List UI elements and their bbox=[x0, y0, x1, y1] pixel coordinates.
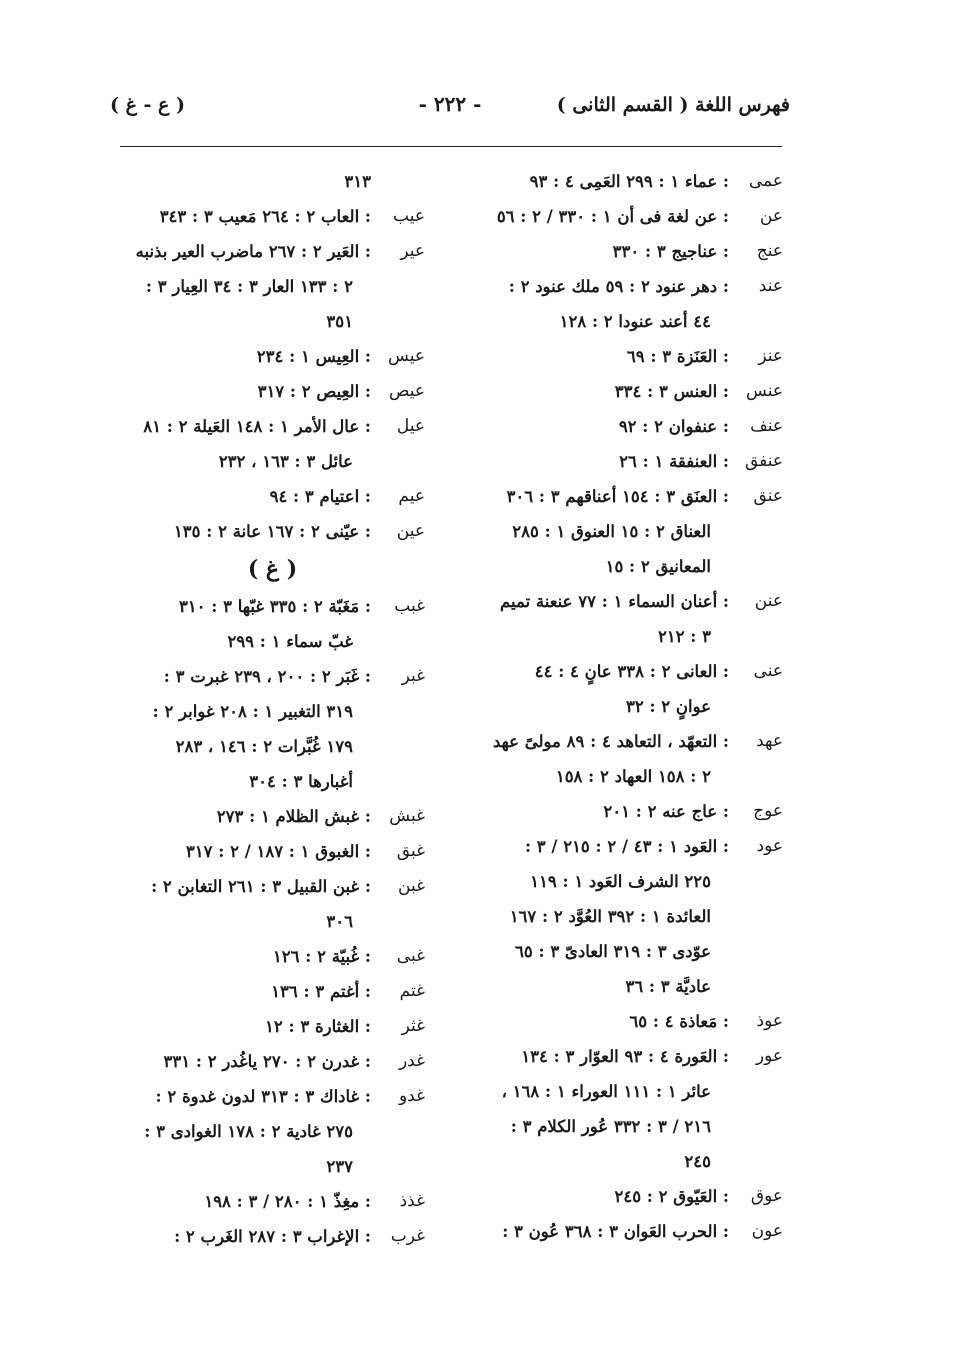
entry-references bbox=[120, 339, 371, 374]
entry-root: عيب bbox=[393, 206, 425, 226]
reference-line: : العنَق ٣ : ١٥٤ أعناقهم ٣ : ٣٠٦ bbox=[506, 487, 729, 506]
reference-line: : أغتم ٣ : ١٣٦ bbox=[271, 982, 371, 1001]
section-heading: ( غ ) bbox=[247, 556, 298, 582]
entry-references bbox=[120, 589, 371, 659]
index-entry bbox=[478, 444, 783, 479]
reference-line: : غَبَر ٢ : ٢٠٠ ، ٢٣٩ غبرت ٣ : bbox=[163, 667, 371, 686]
index-entry bbox=[120, 164, 425, 199]
reference-line: ٢ : ١٣٣ العار ٣ : ٣٤ العِيار ٣ : bbox=[145, 277, 353, 296]
entry-references bbox=[120, 834, 371, 869]
entry-references bbox=[120, 409, 371, 479]
index-entry bbox=[120, 869, 425, 939]
entry-references bbox=[120, 799, 371, 834]
index-entry bbox=[478, 829, 783, 1004]
reference-line: ٢٧٥ غادية ٢ : ١٧٨ الغوادى ٣ : bbox=[144, 1122, 353, 1141]
reference-line: : غُبيّة ٢ : ١٢٦ bbox=[272, 947, 371, 966]
index-entry bbox=[478, 654, 783, 724]
reference-line: العناق ٢ : ١٥ العنوق ١ : ٢٨٥ bbox=[512, 522, 711, 541]
index-entry bbox=[478, 234, 783, 269]
index-entry bbox=[120, 974, 425, 1009]
entry-root: عين bbox=[396, 521, 425, 541]
reference-line: المعانيق ٢ : ١٥ bbox=[605, 557, 711, 576]
entry-references bbox=[120, 1079, 371, 1184]
reference-line: : اعتيام ٣ : ٩٤ bbox=[269, 487, 371, 506]
entry-references bbox=[120, 1219, 371, 1254]
entry-root: عوذ bbox=[756, 1011, 783, 1031]
reference-line: : الحرب العَوان ٣ : ٣٦٨ عُون ٣ : bbox=[502, 1222, 729, 1241]
reference-line: : غبن القبيل ٣ : ٢٦١ التغابن ٢ : bbox=[151, 877, 371, 896]
reference-line: : عاج عنه ٢ : ٢٠١ bbox=[603, 802, 729, 821]
reference-line: : العانى ٢ : ٣٣٨ عانٍ ٤ : ٤٤ bbox=[534, 662, 729, 681]
entry-root: غرب bbox=[390, 1226, 425, 1246]
reference-line: : العِيس ١ : ٢٣٤ bbox=[256, 347, 371, 366]
index-entry bbox=[120, 514, 425, 549]
reference-line: : غبش الظلام ١ : ٢٧٣ bbox=[216, 807, 371, 826]
reference-line: : الغبوق ١ : ١٨٧ / ٢ : ٣١٧ bbox=[185, 842, 371, 861]
index-entry bbox=[478, 1039, 783, 1179]
reference-line: : التعهّد ، التعاهد ٤ : ٨٩ مولىً عهد bbox=[492, 732, 729, 751]
entry-root: غدر bbox=[398, 1051, 425, 1071]
left-column bbox=[120, 164, 425, 1254]
index-entry bbox=[120, 1184, 425, 1219]
reference-line: : العَير ٢ : ٢٦٧ ماضرب العير بذنبه bbox=[135, 242, 371, 261]
entry-references bbox=[478, 724, 729, 794]
entry-root: عيص bbox=[388, 381, 425, 401]
entry-root: عيس bbox=[388, 346, 425, 366]
entry-root: عيم bbox=[398, 486, 425, 506]
reference-line: ٢١٦ / ٣ : ٣٣٢ عُور الكلام ٣ : bbox=[510, 1117, 711, 1136]
entry-references bbox=[478, 654, 729, 724]
entry-references bbox=[478, 339, 729, 374]
entry-root: عنف bbox=[750, 416, 783, 436]
reference-line: : مَعاذة ٤ : ٦٥ bbox=[629, 1012, 729, 1031]
entry-references bbox=[120, 199, 371, 234]
reference-line: : العَيّوق ٢ : ٢٤٥ bbox=[614, 1187, 729, 1206]
index-entry bbox=[478, 409, 783, 444]
reference-line: : العِيص ٢ : ٣١٧ bbox=[257, 382, 371, 401]
reference-line: : عيّنى ٢ : ١٦٧ عانة ٢ : ١٣٥ bbox=[173, 522, 371, 541]
index-entry bbox=[478, 1004, 783, 1039]
reference-line: العائدة ١ : ٣٩٢ العُوَّد ٢ : ١٦٧ bbox=[509, 907, 711, 926]
entry-root: عهد bbox=[756, 731, 783, 751]
entry-references bbox=[478, 479, 729, 584]
reference-line: ٣٠٦ bbox=[326, 912, 353, 931]
entry-references bbox=[120, 1009, 371, 1044]
index-entry bbox=[120, 1219, 425, 1254]
reference-line: أغبارها ٣ : ٣٠٤ bbox=[249, 772, 353, 791]
index-entry bbox=[478, 1179, 783, 1214]
entry-root: غبب bbox=[394, 596, 425, 616]
entry-root: غذذ bbox=[399, 1191, 425, 1211]
reference-line: : الغثارة ٣ : ١٢ bbox=[265, 1017, 371, 1036]
entry-references bbox=[120, 1044, 371, 1079]
reference-line: عوّدى ٣ : ٣١٩ العادىّ ٣ : ٦٥ bbox=[514, 942, 711, 961]
reference-line: ٢٤٥ bbox=[684, 1152, 711, 1171]
reference-line: ٤٤ أعند عنودا ٢ : ١٢٨ bbox=[559, 312, 711, 331]
reference-line: : مَغَبّة ٢ : ٣٣٥ غبّها ٣ : ٣١٠ bbox=[178, 597, 371, 616]
reference-line: : العنفقة ١ : ٢٦ bbox=[619, 452, 729, 471]
entry-references bbox=[478, 1004, 729, 1039]
index-entry bbox=[120, 834, 425, 869]
reference-line: : العَورة ٤ : ٩٣ العوّار ٣ : ١٣٤ bbox=[521, 1047, 729, 1066]
index-entry bbox=[120, 199, 425, 234]
reference-line: : عن لغة فى أن ١ : ٣٣٠ / ٢ : ٥٦ bbox=[496, 207, 729, 226]
entry-references bbox=[120, 974, 371, 1009]
reference-line: ٣١٩ التغبير ١ : ٢٠٨ غوابر ٢ : bbox=[152, 702, 353, 721]
entry-references bbox=[120, 514, 371, 549]
entry-references bbox=[120, 939, 371, 974]
reference-line: : العَود ١ : ٤٣ / ٢ : ٢١٥ / ٣ : bbox=[524, 837, 729, 856]
entry-references bbox=[478, 1179, 729, 1214]
entry-root: غثر bbox=[401, 1016, 425, 1036]
index-entry bbox=[120, 409, 425, 479]
entry-references bbox=[120, 234, 371, 339]
entry-root: غبى bbox=[396, 946, 425, 966]
index-entry bbox=[120, 589, 425, 659]
entry-root: غبن bbox=[398, 876, 425, 896]
reference-line: : عماء ١ : ٢٩٩ العَمِى ٤ : ٩٣ bbox=[529, 172, 729, 191]
entry-references bbox=[120, 1184, 371, 1219]
index-entry bbox=[478, 199, 783, 234]
entry-root: عند bbox=[758, 276, 783, 296]
index-entry bbox=[120, 479, 425, 514]
page-number: - ٢٢٢ - bbox=[418, 92, 482, 116]
index-entry bbox=[120, 659, 425, 799]
reference-line: : العاب ٢ : ٢٦٤ مَعيب ٣ : ٣٤٣ bbox=[159, 207, 371, 226]
page-header bbox=[110, 88, 790, 128]
reference-line: ٣٥١ bbox=[326, 312, 353, 331]
entry-root: غبش bbox=[389, 806, 425, 826]
letter-range: ( ع - غ ) bbox=[110, 94, 185, 116]
entry-references bbox=[478, 409, 729, 444]
reference-line: : العنس ٣ : ٣٣٤ bbox=[614, 382, 729, 401]
entry-root: عنز bbox=[758, 346, 783, 366]
entry-references bbox=[478, 164, 729, 199]
reference-line: ٢٣٧ bbox=[326, 1157, 353, 1176]
entry-references bbox=[478, 444, 729, 479]
reference-line: : عناجيج ٣ : ٣٣٠ bbox=[612, 242, 729, 261]
reference-line: : غاداك ٣ : ٣١٣ لدون غدوة ٢ : bbox=[155, 1087, 371, 1106]
index-entry bbox=[478, 164, 783, 199]
index-entry bbox=[120, 339, 425, 374]
index-entry bbox=[120, 939, 425, 974]
reference-line: ١٧٩ غُبَّرات ٢ : ١٤٦ ، ٢٨٣ bbox=[175, 737, 353, 756]
entry-root: عمى bbox=[748, 171, 783, 191]
entry-root: عنفق bbox=[744, 451, 783, 471]
index-entry bbox=[478, 1214, 783, 1249]
entry-references bbox=[478, 269, 729, 339]
entry-root: عنى bbox=[753, 661, 783, 681]
entry-root: غبر bbox=[401, 666, 425, 686]
entry-references bbox=[478, 584, 729, 654]
reference-line: ٢ : ١٥٨ العهاد ٢ : ١٥٨ bbox=[555, 767, 711, 786]
entry-references bbox=[478, 374, 729, 409]
entry-root: غدو bbox=[398, 1086, 425, 1106]
reference-line: عائل ٣ : ١٦٣ ، ٢٣٢ bbox=[218, 452, 353, 471]
entry-root: عون bbox=[751, 1221, 783, 1241]
reference-line: : غدرن ٢ : ٢٧٠ ياغُدر ٢ : ٣٣١ bbox=[163, 1052, 371, 1071]
index-entry bbox=[478, 479, 783, 584]
entry-root: عنس bbox=[746, 381, 783, 401]
index-entry bbox=[478, 339, 783, 374]
index-entry bbox=[478, 724, 783, 794]
running-title: فهرس اللغة ( القسم الثانى ) bbox=[556, 94, 790, 116]
index-entry bbox=[120, 1044, 425, 1079]
entry-references bbox=[478, 1214, 729, 1249]
reference-line: غبّ سماء ١ : ٢٩٩ bbox=[227, 632, 353, 651]
reference-line: ٢٢٥ الشرف العَود ١ : ١١٩ bbox=[530, 872, 711, 891]
index-entry bbox=[120, 374, 425, 409]
index-entry bbox=[120, 799, 425, 834]
entry-root: عوج bbox=[753, 801, 783, 821]
index-entry bbox=[478, 584, 783, 654]
index-entry bbox=[478, 374, 783, 409]
entry-root: عنج bbox=[756, 241, 783, 261]
entry-root: عوق bbox=[750, 1186, 783, 1206]
entry-references bbox=[478, 794, 729, 829]
reference-line: ٣١٣ bbox=[344, 172, 371, 191]
entry-references bbox=[120, 659, 371, 799]
reference-line: : دهر عنود ٢ : ٥٩ ملك عنود ٢ : bbox=[508, 277, 729, 296]
reference-line: : أعنان السماء ١ : ٧٧ عنعنة تميم bbox=[500, 592, 729, 611]
index-entry bbox=[120, 1079, 425, 1184]
index-entry bbox=[120, 1009, 425, 1044]
entry-references bbox=[478, 1039, 729, 1179]
reference-line: عاديَّة ٣ : ٣٦ bbox=[625, 977, 711, 996]
reference-line: : عال الأمر ١ : ١٤٨ العَيلة ٢ : ٨١ bbox=[143, 417, 371, 436]
reference-line: ٣ : ٢١٢ bbox=[657, 627, 711, 646]
index-entry bbox=[478, 794, 783, 829]
entry-root: عنق bbox=[753, 486, 783, 506]
reference-line: عائر ١ : ١١١ العوراء ١ : ١٦٨ ، bbox=[501, 1082, 711, 1101]
reference-line: عوانٍ ٢ : ٣٢ bbox=[625, 697, 711, 716]
entry-references bbox=[120, 869, 371, 939]
header-rule bbox=[120, 146, 782, 147]
index-entry bbox=[120, 234, 425, 339]
reference-line: : مغِذّ ١ : ٢٨٠ / ٣ : ١٩٨ bbox=[204, 1192, 371, 1211]
entry-root: عير bbox=[400, 241, 425, 261]
entry-root: عنن bbox=[754, 591, 783, 611]
entry-root: غتم bbox=[399, 981, 425, 1001]
entry-references bbox=[120, 374, 371, 409]
entry-references bbox=[478, 829, 729, 1004]
entry-root: عور bbox=[755, 1046, 783, 1066]
entry-references bbox=[120, 479, 371, 514]
reference-line: : الإغراب ٣ : ٢٨٧ الغَرب ٢ : bbox=[174, 1227, 371, 1246]
entry-root: عيل bbox=[396, 416, 425, 436]
entry-references bbox=[478, 199, 729, 234]
reference-line: : العَنَزة ٣ : ٦٩ bbox=[626, 347, 729, 366]
entry-references bbox=[120, 164, 371, 199]
entry-references bbox=[478, 234, 729, 269]
index-entry bbox=[478, 269, 783, 339]
entry-root: عود bbox=[756, 836, 783, 856]
right-column bbox=[478, 164, 783, 1249]
reference-line: : عنفوان ٢ : ٩٢ bbox=[618, 417, 729, 436]
entry-root: غبق bbox=[396, 841, 425, 861]
entry-root: عن bbox=[759, 206, 783, 226]
